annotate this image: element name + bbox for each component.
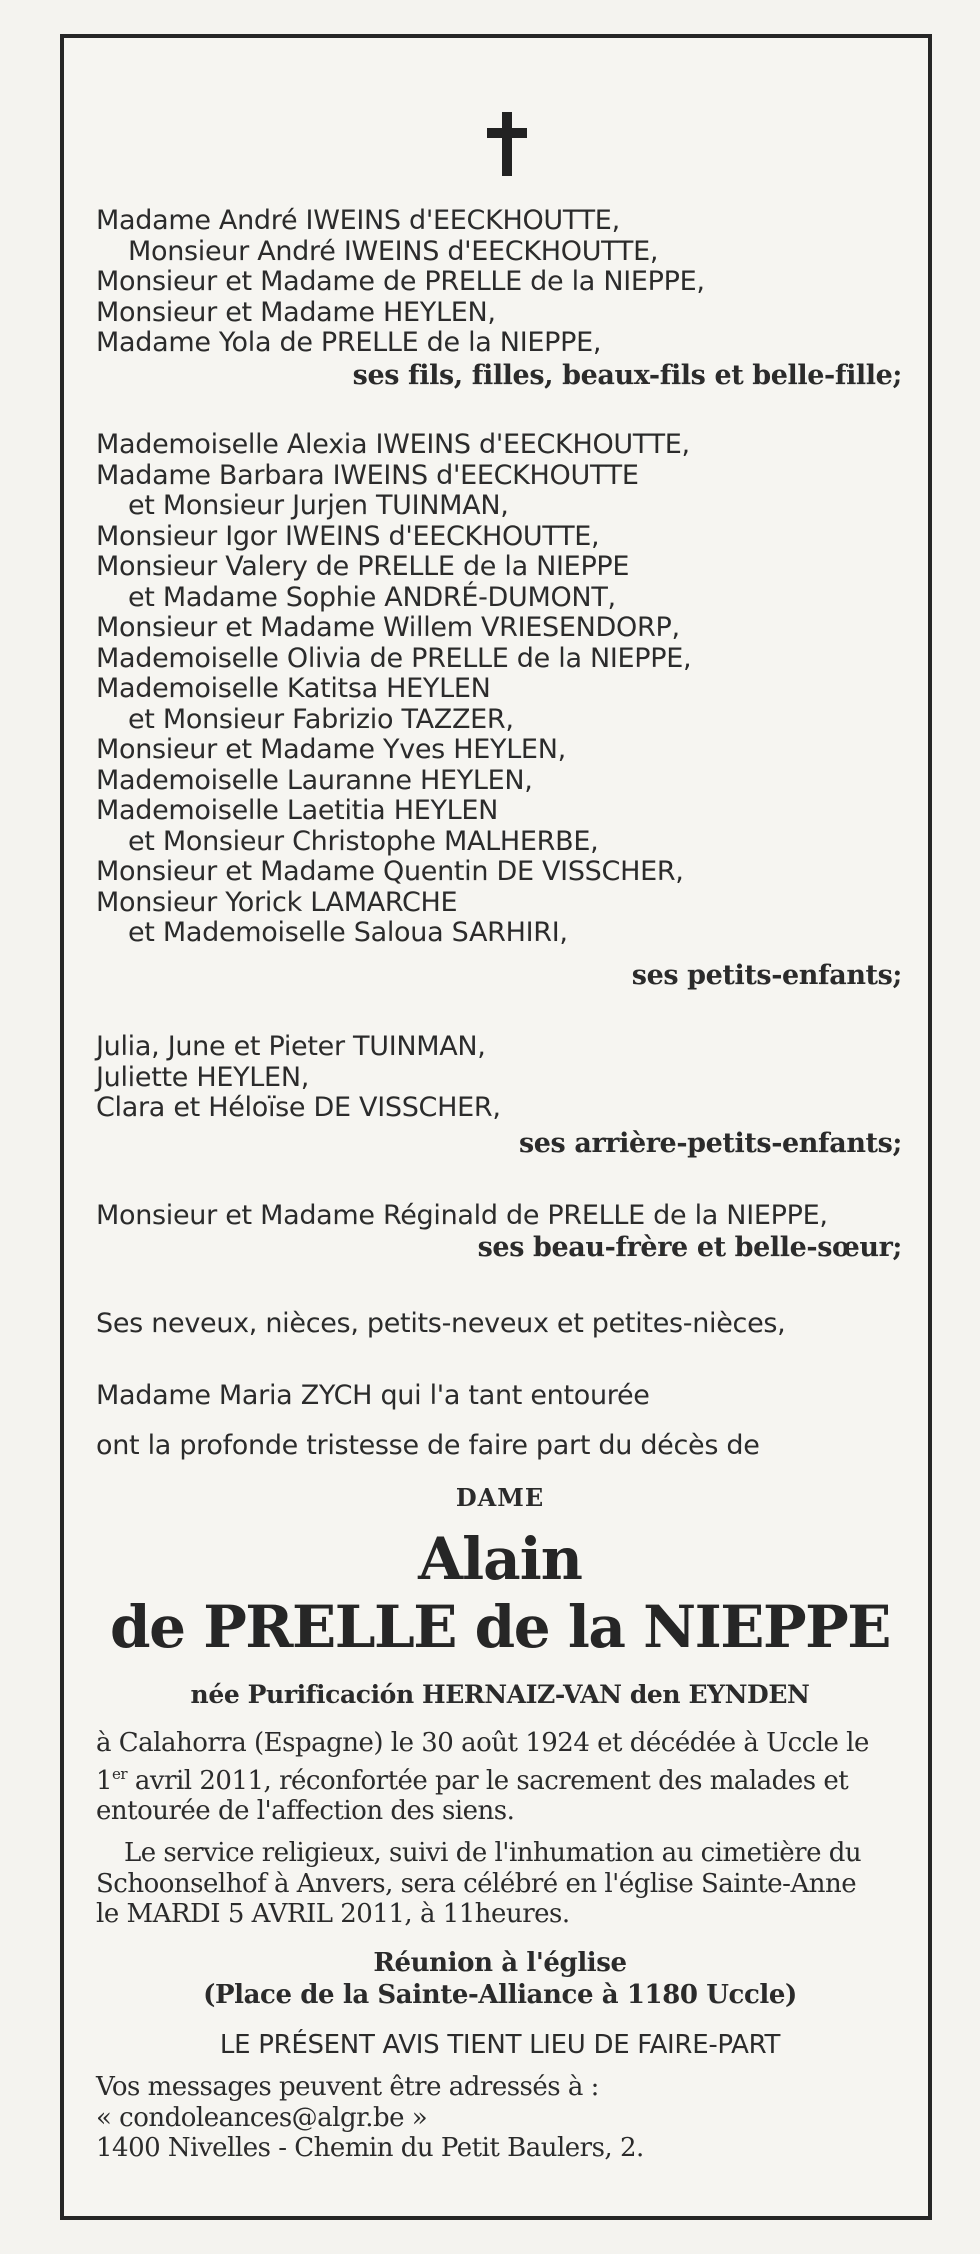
grandchild-name: Monsieur Valery de PRELLE de la NIEPPE	[96, 551, 630, 582]
grandchild-name: Mademoiselle Alexia IWEINS d'EECKHOUTTE,	[96, 429, 690, 460]
messages-intro: Vos messages peuvent être adressés à :	[96, 2072, 599, 2102]
grandchildren-relation: ses petits-enfants;	[631, 960, 902, 991]
great-grandchildren-relation: ses arrière-petits-enfants;	[518, 1128, 902, 1159]
service-line: Le service religieux, suivi de l'inhumation au cimetière du	[124, 1838, 862, 1868]
grandchild-name: et Monsieur Christophe MALHERBE,	[128, 825, 599, 857]
condolence-email[interactable]: « condoleances@algr.be »	[96, 2102, 428, 2133]
deceased-maiden-name: née Purificación HERNAIZ-VAN den EYNDEN	[190, 1680, 810, 1709]
ordinal-suffix: er	[112, 1764, 128, 1783]
birth-death-text: avril 2011, réconfortée par le sacrement des malades et	[127, 1765, 849, 1796]
birth-death-line: entourée de l'affection des siens.	[96, 1796, 515, 1826]
day-number: 1	[96, 1765, 113, 1796]
children-name: Monsieur André IWEINS d'EECKHOUTTE,	[128, 235, 659, 267]
postal-address: 1400 Nivelles - Chemin du Petit Baulers, 2.	[96, 2133, 644, 2163]
birth-death-line: à Calahorra (Espagne) le 30 août 1924 et décédée à Uccle le	[96, 1728, 869, 1758]
grandchild-name: Mademoiselle Olivia de PRELLE de la NIEPPE,	[96, 642, 692, 674]
deceased-title: DAME	[455, 1483, 545, 1512]
cross-icon	[483, 112, 531, 176]
caretaker-line: Madame Maria ZYCH qui l'a tant entourée	[96, 1380, 650, 1411]
great-grandchild-name: Julia, June et Pieter TUINMAN,	[96, 1031, 486, 1062]
grandchild-name: Monsieur et Madame Willem VRIESENDORP,	[96, 612, 680, 643]
deceased-surname: de PRELLE de la NIEPPE	[110, 1593, 890, 1661]
grandchild-name: Mademoiselle Lauranne HEYLEN,	[96, 764, 533, 796]
service-paragraph	[96, 1838, 906, 1930]
grandchild-name: Mademoiselle Katitsa HEYLEN	[96, 673, 491, 704]
children-name: Madame André IWEINS d'EECKHOUTTE,	[96, 205, 620, 236]
deceased-first-name: Alain	[418, 1525, 582, 1593]
messages-block	[96, 2072, 644, 2164]
children-list	[96, 206, 705, 359]
grandchildren-list	[96, 430, 691, 949]
reunion-title: Réunion à l'église	[373, 1948, 627, 1978]
grandchild-name: et Monsieur Fabrizio TAZZER,	[128, 703, 514, 735]
birth-death-line	[96, 1759, 906, 1797]
grandchild-name: et Madame Sophie ANDRÉ-DUMONT,	[128, 581, 616, 613]
in-laws-name: Monsieur et Madame Réginald de PRELLE de la NIEPPE,	[96, 1200, 828, 1231]
children-name: Madame Yola de PRELLE de la NIEPPE,	[96, 327, 602, 358]
grandchild-name: Monsieur Yorick LAMARCHE	[96, 886, 458, 918]
great-grandchild-name: Juliette HEYLEN,	[96, 1061, 309, 1093]
announcement-line: ont la profonde tristesse de faire part du décès de	[96, 1430, 760, 1461]
birth-death-paragraph	[96, 1728, 906, 1827]
great-grandchildren-list	[96, 1032, 501, 1124]
children-name: Monsieur et Madame HEYLEN,	[96, 296, 496, 328]
service-line: Schoonselhof à Anvers, sera célébré en l'église Sainte-Anne	[96, 1868, 857, 1899]
service-line: le MARDI 5 AVRIL 2011, à 11heures.	[96, 1899, 570, 1929]
children-relation: ses fils, filles, beaux-fils et belle-fille;	[352, 360, 902, 391]
great-grandchild-name: Clara et Héloïse DE VISSCHER,	[96, 1092, 501, 1123]
children-name: Monsieur et Madame de PRELLE de la NIEPPE,	[96, 266, 705, 297]
grandchild-name: Madame Barbara IWEINS d'EECKHOUTTE	[96, 459, 639, 491]
in-laws-relation: ses beau-frère et belle-sœur;	[477, 1232, 902, 1263]
grandchild-name: Monsieur et Madame Quentin DE VISSCHER,	[96, 856, 684, 887]
reunion-place: (Place de la Sainte-Alliance à 1180 Uccle)	[203, 1980, 797, 2010]
grandchild-name: et Monsieur Jurjen TUINMAN,	[128, 490, 509, 521]
grandchild-name: Mademoiselle Laetitia HEYLEN	[96, 795, 499, 826]
grandchild-name: Monsieur et Madame Yves HEYLEN,	[96, 734, 566, 765]
notice-line: LE PRÉSENT AVIS TIENT LIEU DE FAIRE-PART	[219, 2030, 781, 2060]
nephews-line: Ses neveux, nièces, petits-neveux et petites-nièces,	[96, 1308, 786, 1339]
grandchild-name: Monsieur Igor IWEINS d'EECKHOUTTE,	[96, 520, 600, 552]
grandchild-name: et Mademoiselle Saloua SARHIRI,	[128, 917, 568, 948]
